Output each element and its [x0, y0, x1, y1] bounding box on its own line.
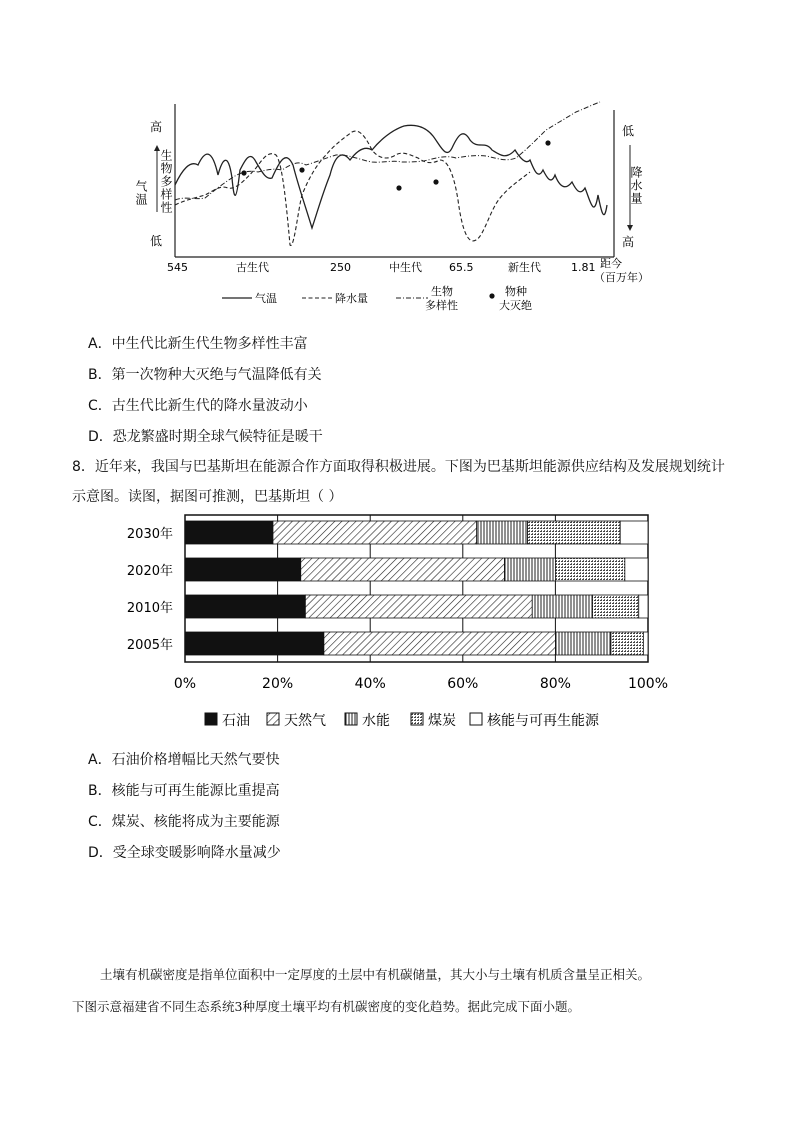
bar-segment — [185, 595, 305, 618]
bar-segment — [625, 558, 648, 581]
y-right-top: 低 — [622, 124, 635, 138]
x-tick-1-81: 1.81 — [571, 261, 596, 274]
legend-extinction-label-1: 物种 — [505, 285, 527, 298]
bar-segment — [273, 521, 477, 544]
legend-temp-label: 气温 — [255, 292, 277, 305]
legend-label: 水能 — [362, 713, 390, 729]
chart-legend — [205, 712, 600, 729]
passage-line-1: 土壤有机碳密度是指单位面积中一定厚度的土层中有机碳储量，其大小与土壤有机质含量呈正相关。 — [100, 967, 651, 982]
y-left-temp-label: 气温 — [134, 180, 148, 206]
x-tick-label: 20% — [262, 676, 294, 692]
bar-segment — [592, 595, 638, 618]
legend-swatch — [345, 713, 357, 725]
category-label: 2005年 — [126, 638, 173, 653]
x-unit-label-2: （百万年） — [594, 271, 649, 284]
legend-label: 天然气 — [284, 713, 326, 729]
legend-label: 煤炭 — [428, 713, 456, 729]
extinction-dot — [545, 140, 550, 145]
bar-segment — [301, 558, 505, 581]
passage-line-2: 下图示意福建省不同生态系统3种厚度土壤平均有机碳密度的变化趋势。据此完成下面小题。 — [72, 999, 580, 1014]
x-tick-label: 60% — [447, 676, 479, 692]
legend-label: 石油 — [222, 713, 250, 729]
geologic-history-chart — [134, 100, 660, 315]
bar-segment — [620, 521, 648, 544]
q8-option-b[interactable]: B．核能与可再生能源比重提高 — [88, 783, 280, 799]
legend-swatch — [205, 713, 217, 725]
energy-structure-chart — [110, 510, 690, 740]
bar-segment — [185, 521, 273, 544]
x-tick-label: 0% — [173, 676, 197, 692]
chart-bars — [185, 521, 648, 655]
q8-option-d[interactable]: D．受全球变暖影响降水量减少 — [88, 845, 281, 861]
bar-segment — [532, 595, 592, 618]
bar-segment — [555, 632, 611, 655]
q8-option-c[interactable]: C．煤炭、核能将成为主要能源 — [88, 814, 280, 830]
y-left-top: 高 — [150, 120, 163, 134]
legend-precip-label: 降水量 — [335, 292, 368, 305]
extinction-dot — [433, 179, 438, 184]
y-left-bio-label: 生物多样性 — [159, 149, 173, 214]
q7-option-c[interactable]: C．古生代比新生代的降水量波动小 — [88, 398, 308, 414]
bar-segment — [504, 558, 555, 581]
x-unit-label: 距今 — [600, 257, 622, 270]
x-tick-mesozoic: 中生代 — [389, 261, 422, 274]
bar-segment — [324, 632, 556, 655]
q8-stem-line-1: 8．近年来，我国与巴基斯坦在能源合作方面取得积极进展。下图为巴基斯坦能源供应结构及发展规划统计 — [72, 459, 725, 475]
y-left-bottom: 低 — [150, 234, 163, 248]
q8-stem-line-2: 示意图。读图，据图可推测，巴基斯坦（ ） — [72, 489, 343, 505]
bar-segment — [611, 632, 643, 655]
legend-extinction-label-2: 大灭绝 — [499, 299, 532, 312]
legend-extinction-dot — [489, 293, 494, 298]
temperature-curve — [175, 125, 607, 228]
x-tick-paleozoic: 古生代 — [236, 261, 269, 274]
q7-option-a[interactable]: A．中生代比新生代生物多样性丰富 — [88, 336, 308, 352]
x-tick-250: 250 — [330, 261, 351, 274]
y-right-precip-label: 降水量 — [629, 166, 643, 205]
category-label: 2020年 — [126, 564, 173, 579]
x-tick-cenozoic: 新生代 — [508, 261, 541, 274]
category-label: 2010年 — [126, 601, 173, 616]
legend-swatch — [470, 713, 482, 725]
legend-label: 核能与可再生能源 — [487, 713, 599, 729]
q7-option-d[interactable]: D．恐龙繁盛时期全球气候特征是暖干 — [88, 429, 323, 445]
x-tick-545: 545 — [167, 261, 188, 274]
bar-segment — [639, 595, 648, 618]
x-tick-label: 40% — [354, 676, 386, 692]
category-label: 2030年 — [126, 527, 173, 542]
q8-stem — [72, 452, 725, 512]
extinction-dot — [299, 167, 304, 172]
q7-option-b[interactable]: B．第一次物种大灭绝与气温降低有关 — [88, 367, 322, 383]
bar-segment — [477, 521, 528, 544]
bar-segment — [305, 595, 532, 618]
y-right-bottom: 高 — [622, 235, 635, 249]
legend-bio-label-2: 多样性 — [425, 299, 458, 312]
bar-segment — [555, 558, 624, 581]
q8-option-a[interactable]: A．石油价格增幅比天然气要快 — [88, 752, 280, 768]
bar-segment — [185, 558, 301, 581]
x-tick-label: 80% — [539, 676, 571, 692]
legend-swatch — [267, 713, 279, 725]
extinction-dot — [241, 170, 246, 175]
bar-segment — [528, 521, 621, 544]
precipitation-curve — [175, 131, 530, 245]
bar-segment — [185, 632, 324, 655]
bar-segment — [643, 632, 648, 655]
x-tick-label: 100% — [627, 676, 669, 692]
legend-swatch — [411, 713, 423, 725]
extinction-dot — [396, 185, 401, 190]
legend-bio-label-1: 生物 — [431, 285, 453, 298]
x-tick-65-5: 65.5 — [449, 261, 474, 274]
